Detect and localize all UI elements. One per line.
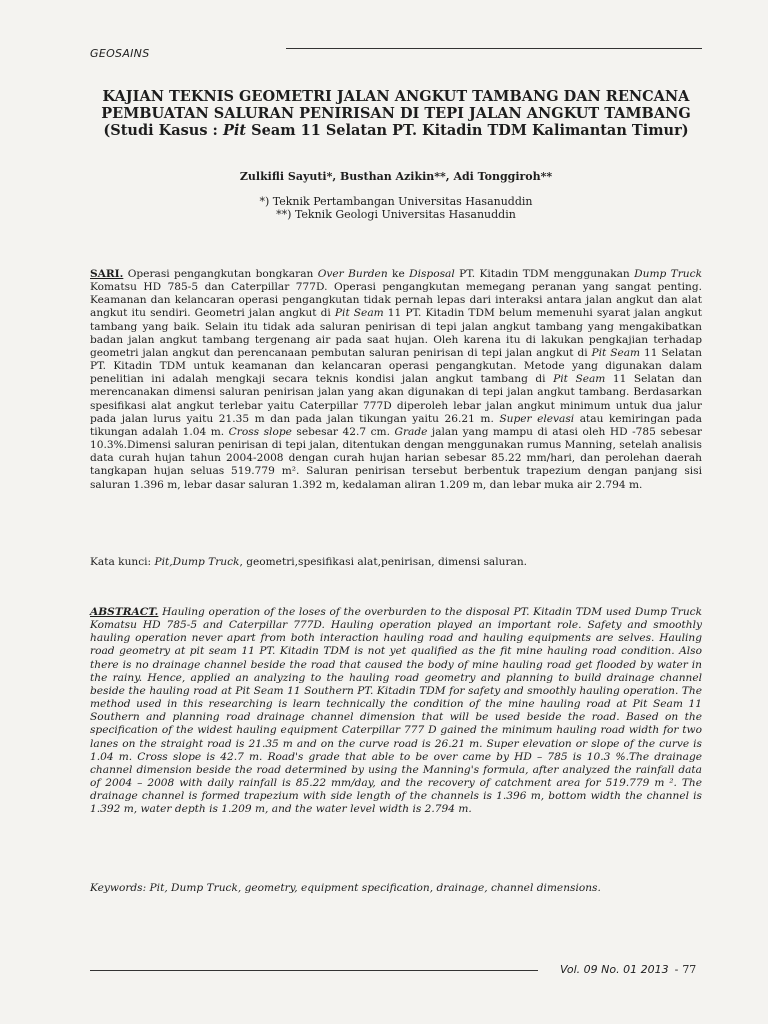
affiliations	[90, 195, 702, 221]
keywords: Keywords: Pit, Dump Truck, geometry, equipment specification, drainage, channel dimensions.	[90, 882, 601, 894]
paper-title	[90, 88, 702, 139]
running-header	[90, 42, 702, 62]
page-footer	[560, 963, 696, 976]
journal-name: GEOSAINS	[90, 47, 150, 60]
affiliation-2: **) Teknik Geologi Universitas Hasanuddin	[276, 208, 516, 221]
abstract-label: ABSTRACT.	[90, 606, 159, 618]
title-line-1: KAJIAN TEKNIS GEOMETRI JALAN ANGKUT TAMBANG DAN RENCANA	[102, 88, 690, 105]
header-rule	[286, 48, 702, 49]
title-line-2: PEMBUATAN SALURAN PENIRISAN DI TEPI JALAN ANGKUT TAMBANG	[101, 105, 691, 122]
footer-separator: -	[674, 963, 679, 976]
volume-info: Vol. 09 No. 01 2013	[560, 963, 669, 976]
footer-rule	[90, 970, 538, 971]
abstract-paragraph: ABSTRACT. Hauling operation of the loses of the overburden to the disposal PT. Kitadin TDM used Dump Truck Komatsu HD 785-5 and Caterpillar 777D. Hauling operation played an important role. Safety and smoothly hauling operation never apart from both interaction hauling road and hauling equipments are selves. Hauling road geometry at pit seam 11 PT. Kitadin TDM is not yet qualified as the fit mine hauling road condition. Also there is no drainage channel beside the road that caused the body of mine hauling road get flooded by water in the rainy. Hence, applied an analyzing to the hauling road geometry and planning to build drainage channel beside the hauling road at Pit Seam 11 Southern PT. Kitadin TDM for safety and smoothly hauling operation. The method used in this researching is learn technically the condition of the mine hauling road at Pit Seam 11 Southern and planning road drainage channel dimension that will be used beside the road. Based on the specification of the widest hauling equipment Caterpillar 777 D gained the minimum hauling road width for two lanes on the straight road is 21.35 m and on the curve road is 26.21 m. Super elevation or slope of the curve is 1.04 m. Cross slope is 42.7 m. Road's grade that able to be over came by HD – 785 is 10.3 %.The drainage channel dimension beside the road determined by using the Manning's formula, after analyzed the rainfall data of 2004 – 2008 with daily rainfall is 85.22 mm/day, and the recovery of catchment area for 519.779 m ². The drainage channel is formed trapezium with side length of the channels is 1.396 m, bottom width the channel is 1.392 m, water depth is 1.209 m, and the water level width is 2.794 m.	[90, 606, 702, 816]
kata-kunci: Kata kunci: Pit,Dump Truck, geometri,spesifikasi alat,penirisan, dimensi saluran.	[90, 556, 528, 568]
sari-label: SARI.	[90, 268, 124, 280]
title-line-3: (Studi Kasus : Pit Seam 11 Selatan PT. Kitadin TDM Kalimantan Timur)	[103, 122, 689, 139]
sari-paragraph: SARI. Operasi pengangkutan bongkaran Over Burden ke Disposal PT. Kitadin TDM menggunakan Dump Truck Komatsu HD 785-5 dan Caterpillar 777D. Operasi pengangkutan memegang peranan yang sangat penting. Keamanan dan kelancaran operasi pengangkutan tidak pernah lepas dari interaksi antara jalan angkut dan alat angkut itu sendiri. Geometri jalan angkut di Pit Seam 11 PT. Kitadin TDM belum memenuhi syarat jalan angkut tambang yang baik. Selain itu tidak ada saluran penirisan di tepi jalan angkut tambang yang mengakibatkan badan jalan angkut tambang tergenang air pada saat hujan. Oleh karena itu di lakukan pengkajian terhadap geometri jalan angkut dan perencanaan pembutan saluran penirisan di tepi jalan angkut di Pit Seam 11 Selatan PT. Kitadin TDM untuk keamanan dan kelancaran operasi pengangkutan. Metode yang digunakan dalam penelitian ini adalah mengkaji secara teknis kondisi jalan angkut tambang di Pit Seam 11 Selatan dan merencanakan dimensi saluran penirisan jalan yang akan digunakan di tepi jalan angkut tambang. Berdasarkan spesifikasi alat angkut terlebar yaitu Caterpillar 777D diperoleh lebar jalan angkut minimum untuk dua jalur pada jalan lurus yaitu 21.35 m dan pada jalan tikungan yaitu 26.21 m. Super elevasi atau kemiringan pada tikungan adalah 1.04 m. Cross slope sebesar 42.7 cm. Grade jalan yang mampu di atasi oleh HD -785 sebesar 10.3%.Dimensi saluran penirisan di tepi jalan, ditentukan dengan menggunakan rumus Manning, setelah analisis data curah hujan tahun 2004-2008 dengan curah hujan harian sebesar 85.22 mm/hari, dan perolehan daerah tangkapan hujan seluas 519.779 m². Saluran penirisan tersebut berbentuk trapezium dengan panjang sisi saluran 1.396 m, lebar dasar saluran 1.392 m, kedalaman aliran 1.209 m, dan lebar muka air 2.794 m.	[90, 268, 703, 491]
page-number: 77	[682, 963, 697, 976]
authors: Zulkifli Sayuti*, Busthan Azikin**, Adi Tonggiroh**	[239, 170, 553, 183]
affiliation-1: *) Teknik Pertambangan Universitas Hasanuddin	[259, 195, 533, 208]
